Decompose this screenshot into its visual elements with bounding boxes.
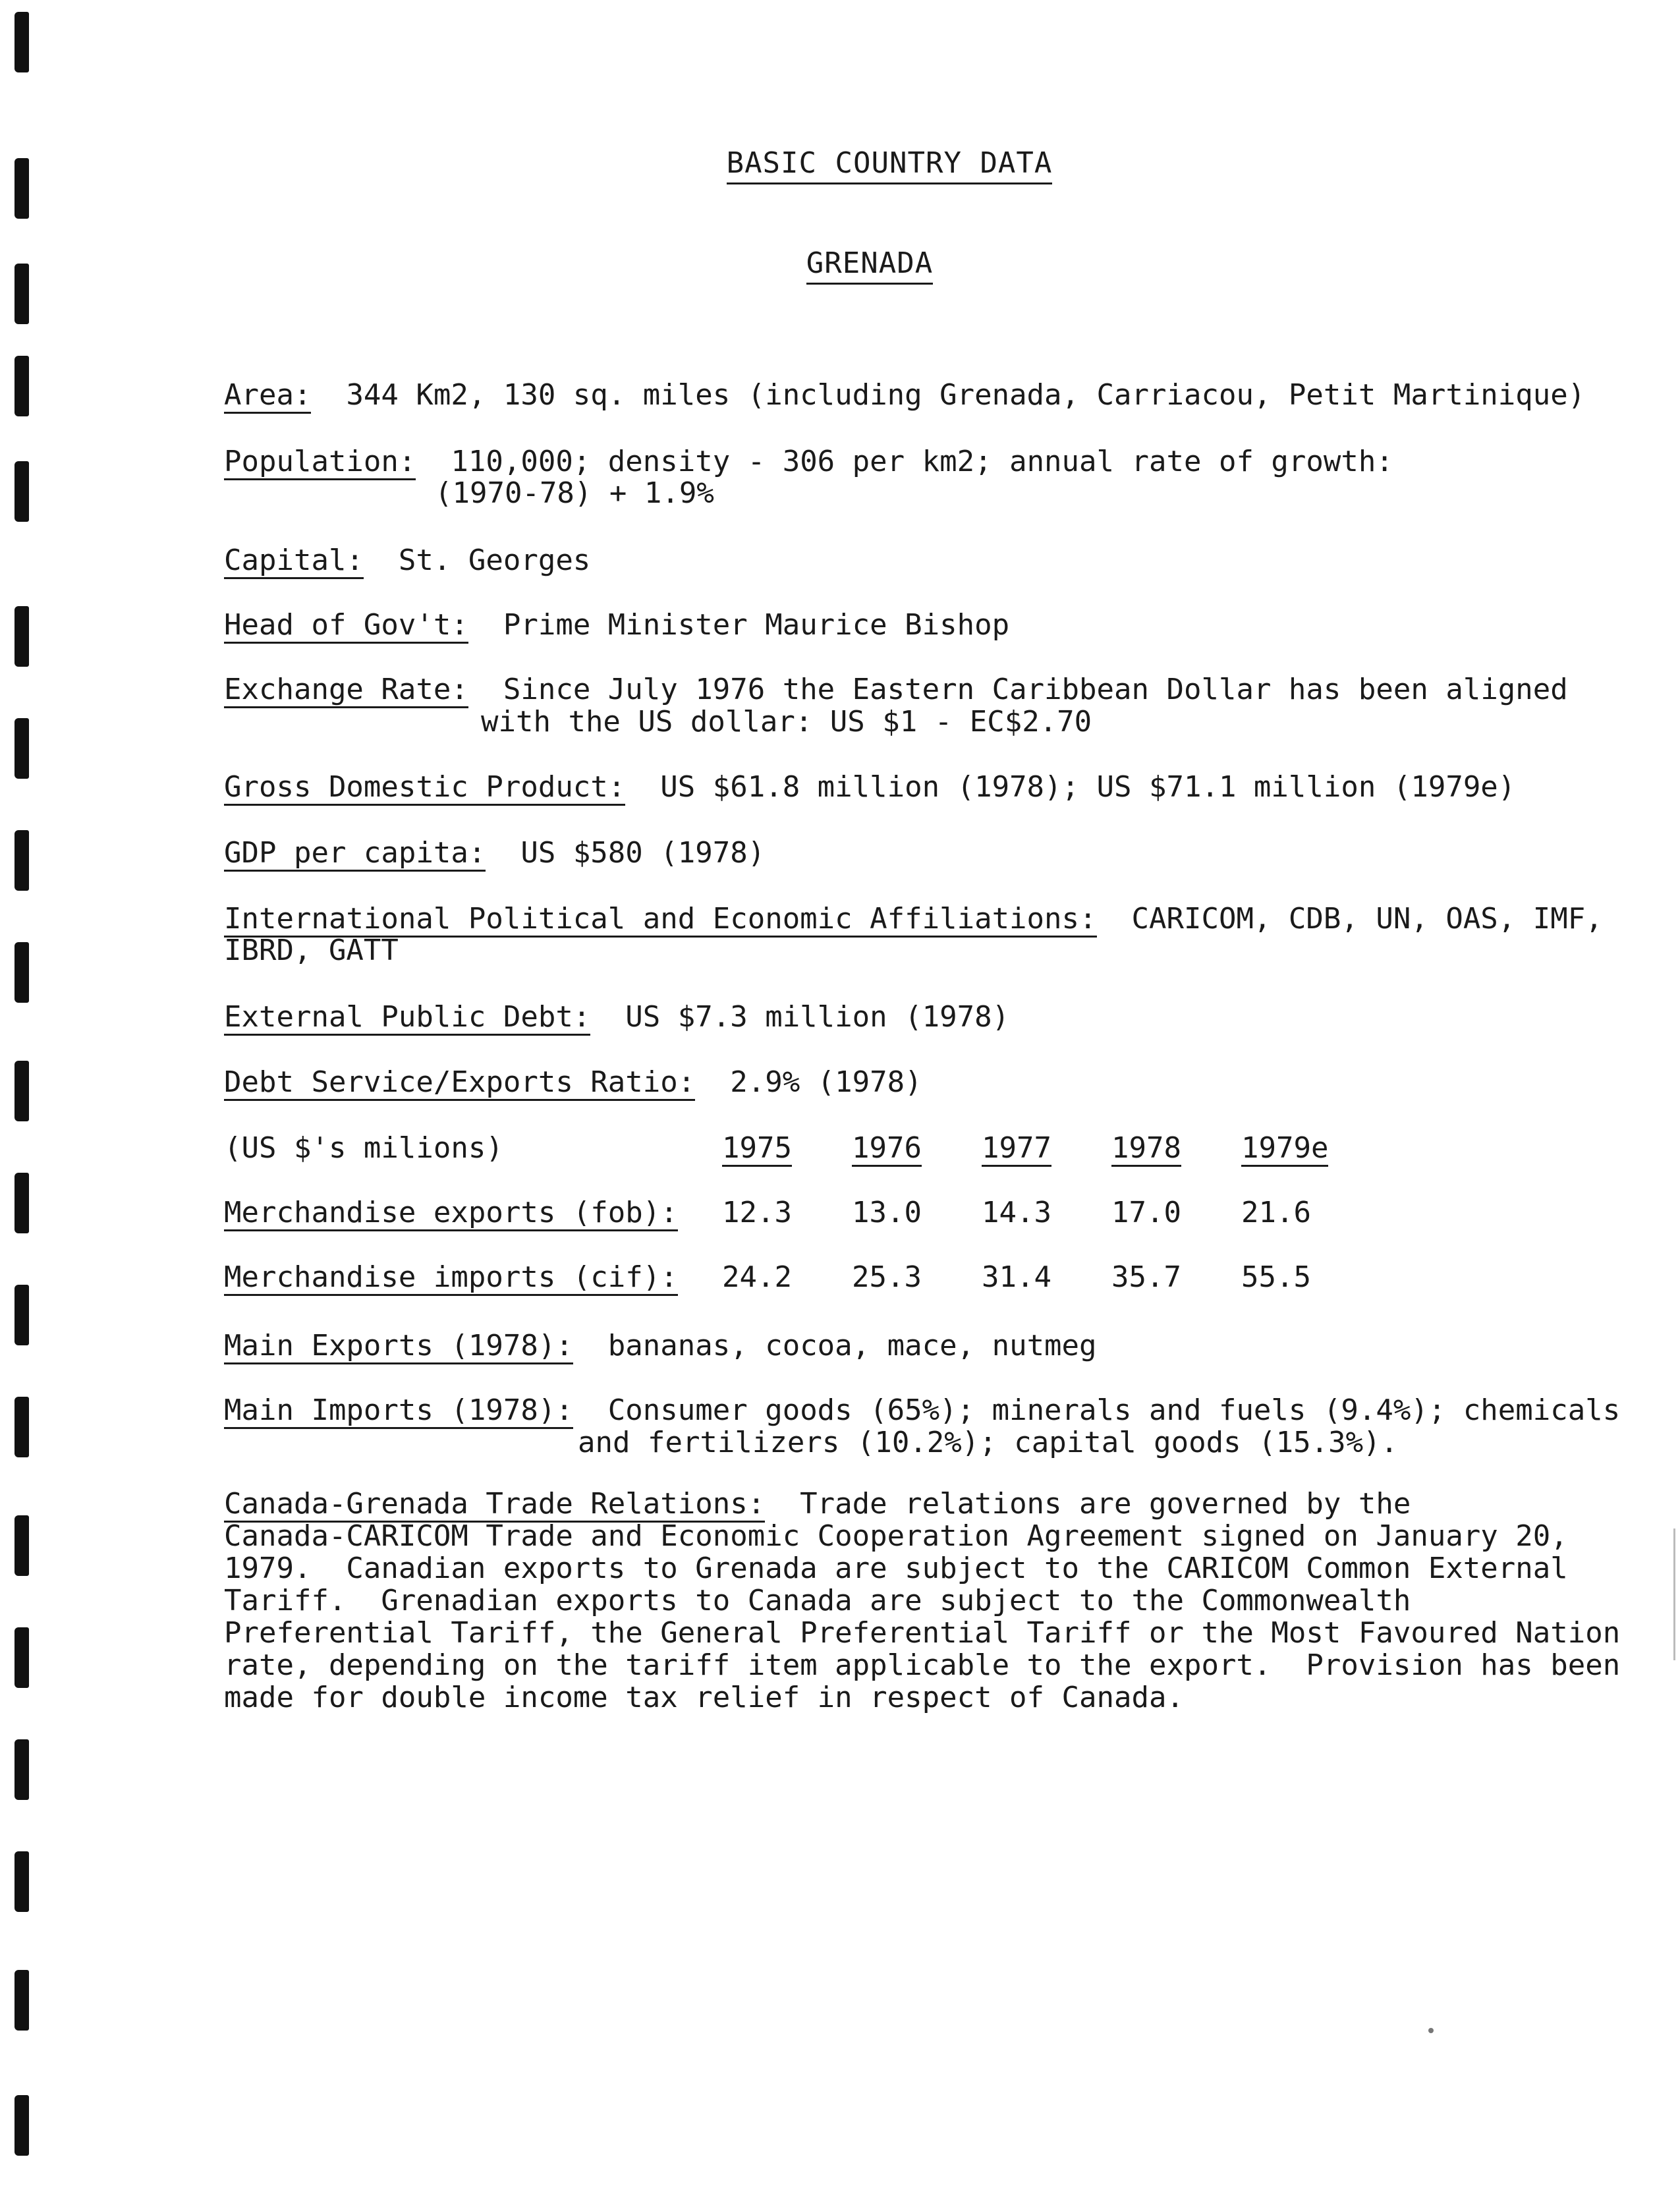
area-label: Area:	[224, 378, 311, 414]
country-title-text: GRENADA	[806, 246, 933, 285]
trade-cell: 13.0	[852, 1196, 922, 1229]
binder-hole-mark	[14, 264, 29, 324]
area-value: 344 Km2, 130 sq. miles (including Grenada, Carriacou, Petit Martinique)	[346, 378, 1586, 412]
trade-table-year: 1977	[982, 1132, 1051, 1167]
trade-row-label: Merchandise exports (fob):	[224, 1196, 678, 1231]
exchange-rate-entry	[224, 673, 1568, 706]
main-exports-label: Main Exports (1978):	[224, 1329, 573, 1364]
binder-hole-mark	[14, 1739, 29, 1800]
trade-cell: 12.3	[722, 1196, 792, 1229]
binder-hole-mark	[14, 1397, 29, 1457]
binder-hole-mark	[14, 606, 29, 667]
binder-hole-mark	[14, 12, 29, 72]
trade-table-year: 1975	[722, 1132, 792, 1167]
external-debt-value: US $7.3 million (1978)	[625, 1000, 1010, 1034]
main-exports-value: bananas, cocoa, mace, nutmeg	[607, 1329, 1097, 1362]
trade-cell: 55.5	[1241, 1260, 1311, 1294]
trade-cell: 31.4	[982, 1260, 1051, 1294]
trade-relations-text: Preferential Tariff, the General Preferential Tariff or the Most Favoured Nation	[224, 1616, 1621, 1650]
affiliations-label: International Political and Economic Affiliations:	[224, 902, 1097, 938]
binder-hole-mark	[14, 461, 29, 522]
main-imports-value-cont: and fertilizers (10.2%); capital goods (15.3%).	[578, 1426, 1399, 1459]
trade-table-year: 1979e	[1241, 1132, 1328, 1167]
gdp-per-capita-value: US $580 (1978)	[520, 836, 766, 870]
main-imports-entry	[224, 1394, 1620, 1427]
trade-relations-text: rate, depending on the tariff item applicable to the export. Provision has been	[224, 1648, 1621, 1682]
binder-hole-mark	[14, 158, 29, 219]
trade-cell: 14.3	[982, 1196, 1051, 1229]
population-value: 110,000; density - 306 per km2; annual rate of growth:	[451, 445, 1393, 478]
affiliations-value: CARICOM, CDB, UN, OAS, IMF,	[1131, 902, 1603, 936]
country-title	[30, 246, 1680, 280]
trade-relations-text: 1979. Canadian exports to Grenada are subject to the CARICOM Common External	[224, 1552, 1568, 1585]
binder-hole-mark	[14, 1285, 29, 1345]
exchange-rate-label: Exchange Rate:	[224, 673, 468, 708]
gdp-label: Gross Domestic Product:	[224, 770, 625, 806]
main-exports-entry	[224, 1330, 1097, 1362]
scan-edge-line	[1673, 1529, 1675, 1660]
gdp-value: US $61.8 million (1978); US $71.1 million (1979e)	[660, 770, 1516, 804]
debt-service-label: Debt Service/Exports Ratio:	[224, 1065, 695, 1101]
population-value-cont: (1970-78) + 1.9%	[435, 476, 714, 510]
capital-value: St. Georges	[398, 544, 591, 577]
scan-speck	[1428, 2028, 1434, 2033]
affiliations-entry	[224, 903, 1603, 936]
debt-service-entry	[224, 1066, 922, 1099]
head-of-govt-entry	[224, 609, 1009, 642]
binder-hole-mark	[14, 1173, 29, 1233]
trade-relations-text: Trade relations are governed by the	[765, 1487, 1411, 1521]
trade-cell: 21.6	[1241, 1196, 1311, 1229]
trade-table-row	[224, 1196, 1608, 1233]
trade-cell: 17.0	[1111, 1196, 1181, 1229]
affiliations-value-cont: IBRD, GATT	[224, 934, 399, 967]
trade-relations-label: Canada-Grenada Trade Relations:	[224, 1487, 765, 1523]
gdp-entry	[224, 771, 1515, 804]
trade-table-year: 1978	[1111, 1132, 1181, 1167]
exchange-rate-value-cont: with the US dollar: US $1 - EC$2.70	[481, 705, 1092, 739]
trade-cell: 25.3	[852, 1260, 922, 1294]
population-entry	[224, 445, 1393, 478]
trade-row-label: Merchandise imports (cif):	[224, 1261, 678, 1296]
trade-cell: 24.2	[722, 1260, 792, 1294]
capital-entry	[224, 544, 590, 577]
binder-hole-mark	[14, 718, 29, 779]
binder-holes	[14, 0, 34, 2188]
binder-hole-mark	[14, 1627, 29, 1688]
document-title	[49, 146, 1680, 180]
binder-hole-mark	[14, 2095, 29, 2156]
binder-hole-mark	[14, 1515, 29, 1576]
binder-hole-mark	[14, 356, 29, 416]
trade-relations-text: Tariff. Grenadian exports to Canada are subject to the Commonwealth	[224, 1584, 1411, 1617]
trade-table-unit-label: (US $'s milions)	[224, 1131, 503, 1165]
trade-relations-first-line	[224, 1488, 1542, 1520]
exchange-rate-value: Since July 1976 the Eastern Caribbean Dollar has been aligned	[503, 673, 1568, 706]
main-imports-value: Consumer goods (65%); minerals and fuels (9.4%); chemicals	[607, 1393, 1621, 1427]
gdp-per-capita-entry	[224, 837, 765, 870]
binder-hole-mark	[14, 1851, 29, 1912]
trade-relations-text: Canada-CARICOM Trade and Economic Cooperation Agreement signed on January 20,	[224, 1519, 1568, 1553]
head-of-govt-label: Head of Gov't:	[224, 608, 468, 644]
debt-service-value: 2.9% (1978)	[730, 1065, 922, 1099]
external-debt-entry	[224, 1001, 1009, 1034]
capital-label: Capital:	[224, 544, 364, 579]
trade-relations-paragraph	[224, 1487, 1621, 1714]
trade-table-year: 1976	[852, 1132, 922, 1167]
trade-relations-text: made for double income tax relief in respect of Canada.	[224, 1681, 1184, 1714]
area-entry	[224, 379, 1585, 412]
gdp-per-capita-label: GDP per capita:	[224, 836, 486, 872]
binder-hole-mark	[14, 1061, 29, 1121]
document-title-text: BASIC COUNTRY DATA	[727, 146, 1053, 184]
main-imports-label: Main Imports (1978):	[224, 1393, 573, 1429]
population-label: Population:	[224, 445, 416, 480]
trade-cell: 35.7	[1111, 1260, 1181, 1294]
trade-table-row	[224, 1261, 1608, 1298]
binder-hole-mark	[14, 1970, 29, 2031]
binder-hole-mark	[14, 942, 29, 1003]
head-of-govt-value: Prime Minister Maurice Bishop	[503, 608, 1010, 642]
binder-hole-mark	[14, 830, 29, 891]
trade-table-header	[224, 1132, 1608, 1169]
external-debt-label: External Public Debt:	[224, 1000, 590, 1036]
